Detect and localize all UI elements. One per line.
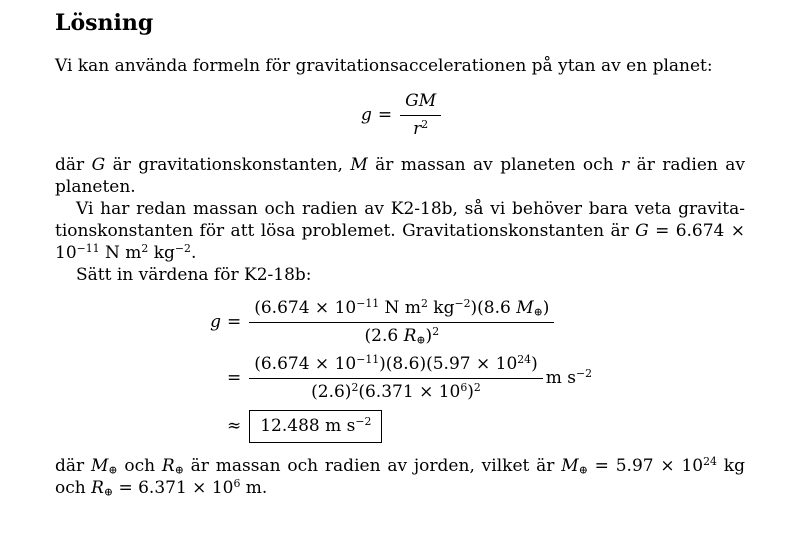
text-segment: Vi har redan massan och radien av K2-18b, så vi behöver bara veta gravitationskonstanten för att lösa problemet. Gravitationskonstanten är — [55, 199, 745, 241]
text-segment: = 6.674 × 10 — [55, 221, 745, 263]
fraction-denominator — [400, 116, 441, 140]
text-segment: )(8.6)(5.97 × 10 — [379, 354, 518, 374]
text-segment: = 6.371 × 10 — [113, 478, 234, 498]
equals-sign: = — [226, 312, 242, 332]
text-segment: m. — [240, 478, 268, 498]
paragraph-intro — [55, 55, 745, 77]
paragraph-variable-definitions — [55, 154, 745, 198]
text-segment: 12.488 m s — [260, 416, 356, 436]
text-segment: 2 — [473, 381, 481, 395]
text-segment: −2 — [174, 242, 191, 256]
formula-lhs — [359, 105, 372, 126]
text-segment: −11 — [356, 297, 380, 311]
text-segment: R — [403, 326, 417, 346]
text-segment: ⊕ — [578, 463, 588, 477]
text-segment: 2 — [351, 381, 359, 395]
fraction — [400, 91, 441, 140]
text-segment: −2 — [355, 415, 372, 429]
text-segment: −2 — [454, 297, 471, 311]
text-segment: är radien av planeten. — [55, 155, 745, 197]
fraction-numerator — [249, 298, 554, 323]
equals-sign: = — [377, 105, 393, 125]
approx-sign: ≈ — [226, 416, 242, 436]
text-segment: 24 — [517, 353, 532, 367]
result-box — [249, 410, 382, 443]
text-segment: 2 — [141, 242, 149, 256]
formula-gravity-row — [359, 91, 441, 140]
text-segment: (6.371 × 10 — [358, 382, 461, 402]
text-segment: ) — [425, 326, 433, 346]
text-segment: r — [621, 155, 630, 175]
text-segment: G — [635, 221, 649, 241]
text-segment: m s — [545, 368, 576, 388]
paragraph-constants — [55, 198, 745, 264]
derivation-block — [208, 298, 592, 443]
text-segment: kg — [148, 243, 175, 263]
text-segment: R — [91, 478, 104, 498]
text-segment: r — [413, 119, 422, 139]
text-segment: är massan och radien av jorden, vilket är — [183, 456, 562, 476]
derivation-row-1 — [208, 298, 592, 347]
text-segment: kg och — [55, 456, 745, 498]
text-segment: 2 — [421, 118, 429, 132]
derivation-lhs — [208, 312, 221, 333]
text-segment: ⊕ — [103, 485, 114, 499]
text-segment: ⊕ — [174, 463, 184, 477]
text-segment: 2 — [420, 297, 428, 311]
text-segment: = 5.97 × 10 — [587, 456, 704, 476]
text-segment: ) — [467, 382, 474, 402]
paragraph-substitute — [55, 264, 745, 286]
text-segment: g — [360, 105, 372, 125]
text-segment: )(8.6 — [470, 298, 517, 318]
formula-gravity — [359, 91, 441, 140]
text-segment: och — [117, 456, 162, 476]
text-segment: 6 — [460, 381, 468, 395]
fraction-denominator — [249, 323, 554, 347]
derivation-row-2 — [208, 354, 592, 403]
text-segment: 2 — [432, 325, 440, 339]
text-segment: (2.6) — [311, 382, 352, 402]
text-segment: GM — [405, 91, 437, 111]
text-segment: Sätt in värdena för K2-18b: — [76, 265, 312, 285]
text-segment: M — [90, 456, 109, 476]
equals-sign: = — [226, 368, 242, 388]
text-segment: R — [161, 456, 175, 476]
text-segment: (6.674 × 10 — [254, 354, 357, 374]
fraction — [249, 354, 543, 403]
unit-label — [546, 368, 592, 389]
fraction-denominator — [249, 379, 543, 403]
text-segment: G — [91, 155, 106, 175]
text-segment: M — [350, 155, 368, 175]
fraction — [249, 298, 554, 347]
text-segment: (6.674 × 10 — [254, 298, 357, 318]
text-segment: 6 — [233, 477, 241, 491]
text-segment: är massan av planeten och — [367, 155, 622, 175]
text-segment: g — [210, 312, 221, 332]
section-heading: Lösning — [55, 10, 154, 36]
text-segment: M — [561, 456, 579, 476]
text-segment: är gravitationskonstanten, — [105, 155, 351, 175]
text-segment: där — [55, 155, 92, 175]
text-segment: ⊕ — [533, 305, 543, 319]
text-segment: N m — [99, 243, 142, 263]
derivation-row-3 — [208, 410, 592, 443]
text-segment: 24 — [703, 455, 717, 469]
text-segment: ⊕ — [108, 463, 118, 477]
fraction-numerator — [249, 354, 543, 379]
text-segment: M — [516, 298, 534, 318]
paragraph-earth-values — [55, 455, 745, 499]
text-segment: . — [190, 243, 197, 263]
fraction-numerator — [400, 91, 441, 116]
text-segment: (2.6 — [364, 326, 404, 346]
text-segment: Vi kan använda formeln för gravitationsaccelerationen på ytan av en planet: — [55, 56, 713, 76]
text-segment: kg — [427, 298, 455, 318]
text-segment: −11 — [76, 242, 100, 256]
text-segment: där — [55, 456, 91, 476]
text-segment: ) — [542, 298, 550, 318]
text-segment: N m — [379, 298, 421, 318]
text-segment: −2 — [576, 367, 593, 381]
text-segment: −11 — [356, 353, 380, 367]
text-segment: ) — [531, 354, 538, 374]
text-segment: ⊕ — [416, 333, 426, 347]
